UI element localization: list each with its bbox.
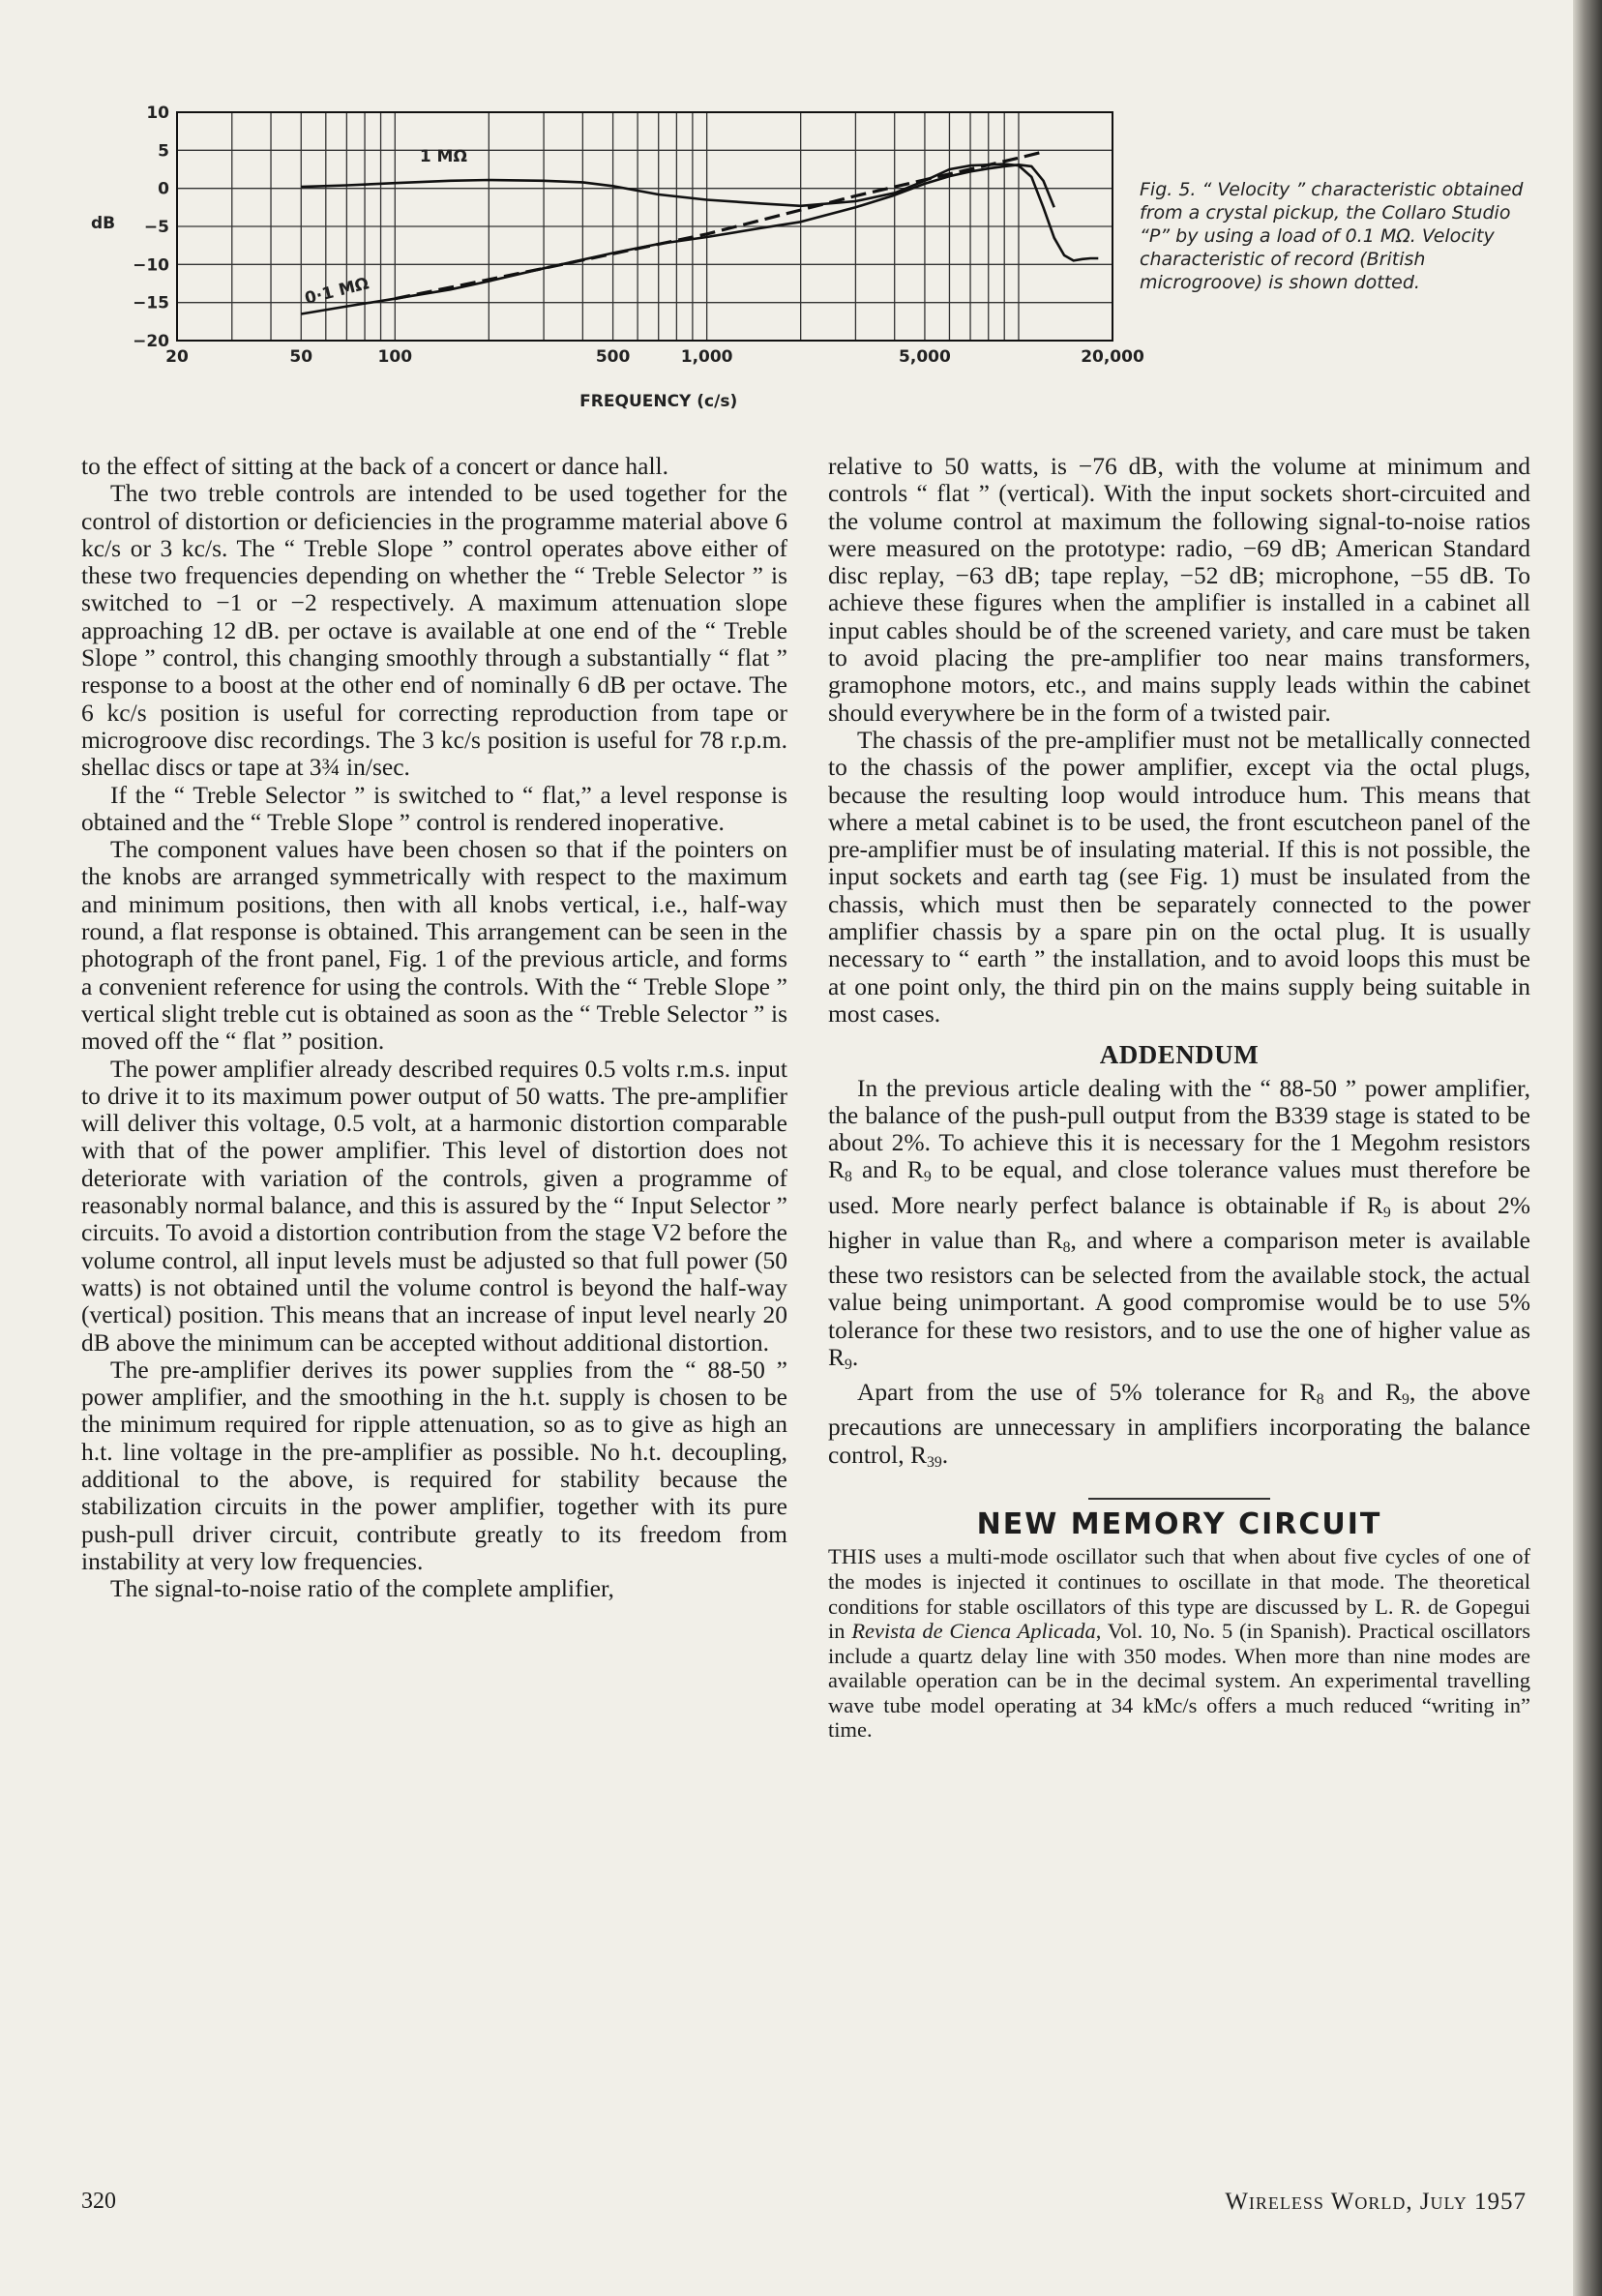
frequency-response-chart (77, 97, 1161, 416)
x-tick-label: 20,000 (1081, 347, 1144, 367)
page-edge-shadow (1573, 0, 1602, 2296)
addendum-paragraph: In the previous article dealing with the “ 88-50 ” power amplifier, the balance of the push-pull output from the B339 stage is stated to be about 2%. To achieve this it is necessary for the 1 Megohm resistors $R_8$ and $R_9$ to be equal, and close tolerance values must therefore be used. More nearly perfect balance is obtainable if $R_9$ is about 2% higher in value than $R_8$, and where a comparison meter is available these two resistors can be selected from the available stock, the actual value being unimportant. A good compromise would be to use 5% tolerance for these two resistors, and to use the one of higher value as $R_9$. (828, 1073, 1530, 1373)
series-label-1-megohm: 1 MΩ (419, 147, 467, 167)
x-axis-label: FREQUENCY (c/s) (579, 392, 738, 411)
page-number: 320 (81, 2189, 116, 2214)
y-tick-label: −20 (133, 332, 169, 351)
paragraph: The chassis of the pre-amplifier must not be metallically connected to the chassis of the power amplifier, except via the octal plugs, because the resulting loop would introduce hum. This means that where a metal cabinet is to be used, the front escutcheon panel of the pre-amplifier must be of insulating material. If this is not possible, the input sockets and earth tag (see Fig. 1) must be insulated from the chassis, which must then be separately connected to the power amplifier chassis by a spare pin on the octal plug. It is usually necessary to “ earth ” the installation, and to avoid loops this must be at one point only, the third pin on the mains supply being suitable in most cases. (828, 725, 1530, 1028)
record-characteristic-line (395, 152, 1043, 299)
addendum-paragraph: Apart from the use of 5% tolerance for $R_8$ and $R_9$, the above precautions are unnecessary in amplifiers incorporating the balance control, $R_{39}$. (828, 1378, 1530, 1471)
pickup-response-line (301, 164, 1053, 313)
x-tick-label: 100 (377, 347, 413, 367)
paragraph: If the “ Treble Selector ” is switched to “ flat,” a level response is obtained and the “ Treble Slope ” control is rendered inoperative. (81, 780, 787, 836)
y-tick-label: 5 (158, 141, 169, 162)
y-tick-label: −5 (143, 218, 169, 237)
paragraph: relative to 50 watts, is −76 dB, with the volume at minimum and controls “ flat ” (vertical). With the input sockets short-circuited and the volume control at maximum the following signal-to-noise ratios were measured on the prototype: radio, −69 dB; American Standard disc replay, −63 dB; tape replay, −52 dB; microphone, −55 dB. To achieve these figures when the amplifier is installed in a cabinet all input cables should be of the screened variety, and care must be taken to avoid placing the pre-amplifier too near mains transformers, gramophone motors, etc., and mains supply leads within the cabinet should everywhere be in the form of a twisted pair. (828, 452, 1530, 727)
section-divider (1088, 1498, 1270, 1500)
paragraph: The signal-to-noise ratio of the complete amplifier, (110, 1574, 614, 1603)
chart-svg (77, 97, 1161, 416)
addendum-heading: ADDENDUM (1099, 1040, 1260, 1070)
y-axis-label: dB (91, 214, 116, 234)
y-tick-label: −10 (133, 255, 169, 276)
memory-heading: NEW MEMORY CIRCUIT (976, 1507, 1382, 1542)
x-tick-label: 1,000 (680, 347, 733, 367)
right-column (828, 453, 1530, 1743)
memory-paragraph: THIS uses a multi-mode oscillator such that when about five cycles of one of the modes is injected it continues to oscillate in that mode. The theoretical conditions for stable oscillators of this type are discussed by L. R. de Gopegui in Revista de Cienca Aplicada, Vol. 10, No. 5 (in Spanish). Practical oscillators include a quartz delay line with 350 modes. When more than nine modes are available operation can be in the decimal system. An experimental travelling wave tube model operating at 34 kMc/s offers a much reduced “writing in” time. (828, 1544, 1530, 1743)
journal-footer: Wireless World, July 1957 (1225, 2189, 1527, 2215)
y-tick-label: 0 (158, 179, 169, 199)
memory-section (828, 1544, 1530, 1743)
paragraph: to the effect of sitting at the back of a concert or dance hall. (81, 452, 669, 480)
paragraph: The two treble controls are intended to be used together for the control of distortion or deficiencies in the programme material above 6 kc/s or 3 kc/s. The “ Treble Slope ” control operates above either of these two frequencies depending on whether the “ Treble Selector ” is switched to −1 or −2 respectively. A maximum attenuation slope approaching 12 dB. per octave is available at one end of the “ Treble Slope ” control, this changing smoothly through a substantially “ flat ” response to a boost at the other end of nominally 6 dB per octave. The 6 kc/s position is useful for correcting reproduction from tape or microgroove disc recordings. The 3 kc/s position is useful for 78 r.p.m. shellac discs or tape at 3¾ in/sec. (81, 479, 787, 782)
x-tick-label: 5,000 (899, 347, 951, 367)
x-tick-label: 20 (165, 347, 189, 367)
y-tick-label: −15 (133, 293, 169, 313)
x-tick-label: 50 (289, 347, 313, 367)
figure-caption: Fig. 5. “ Velocity ” characteristic obtained from a crystal pickup, the Collaro Studio “P” by using a load of 0.1 MΩ. Velocity characteristic of record (British microgroove) is shown dotted. (1140, 179, 1524, 293)
paragraph: The pre-amplifier derives its power supplies from the “ 88-50 ” power amplifier, and the smoothing in the h.t. supply is chosen to be the minimum required for ripple attenuation, so as to give as high an h.t. line voltage in the pre-amplifier as possible. No h.t. decoupling, additional to the above, is required for stability because the stabilization circuits in the power amplifier, together with its pure push-pull driver circuit, contribute greatly to its freedom from instability at very low frequencies. (81, 1355, 787, 1575)
series-label-0-1-megohm: 0·1 MΩ (303, 274, 371, 310)
paragraph: The component values have been chosen so that if the pointers on the knobs are arranged symmetrically with respect to the maximum and minimum positions, then with all knobs vertical, i.e., half-way round, a flat response is obtained. This arrangement can be seen in the photograph of the front panel, Fig. 1 of the previous article, and forms a convenient reference for using the controls. With the “ Treble Slope ” vertical slight treble cut is obtained as soon as the “ Treble Selector ” is moved off the “ flat ” position. (81, 835, 787, 1056)
x-tick-label: 500 (595, 347, 631, 367)
y-tick-label: 10 (146, 104, 169, 123)
left-column (81, 453, 787, 1602)
pickup-response-line (301, 164, 1098, 261)
paragraph: The power amplifier already described requires 0.5 volts r.m.s. input to drive it to its maximum power output of 50 watts. The pre-amplifier will deliver this voltage, 0.5 volt, at a harmonic distortion comparable with that of the power amplifier. This level of distortion does not deteriorate with variation of the controls, given a programme of reasonably normal balance, and this is assured by the “ Input Selector ” circuits. To avoid a distortion contribution from the stage V2 before the volume control, all input levels must be adjusted so that full power (50 watts) is not obtained until the volume control is beyond the half-way (vertical) position. This means that an increase of input level nearly 20 dB above the minimum can be accepted without additional distortion. (81, 1054, 787, 1357)
